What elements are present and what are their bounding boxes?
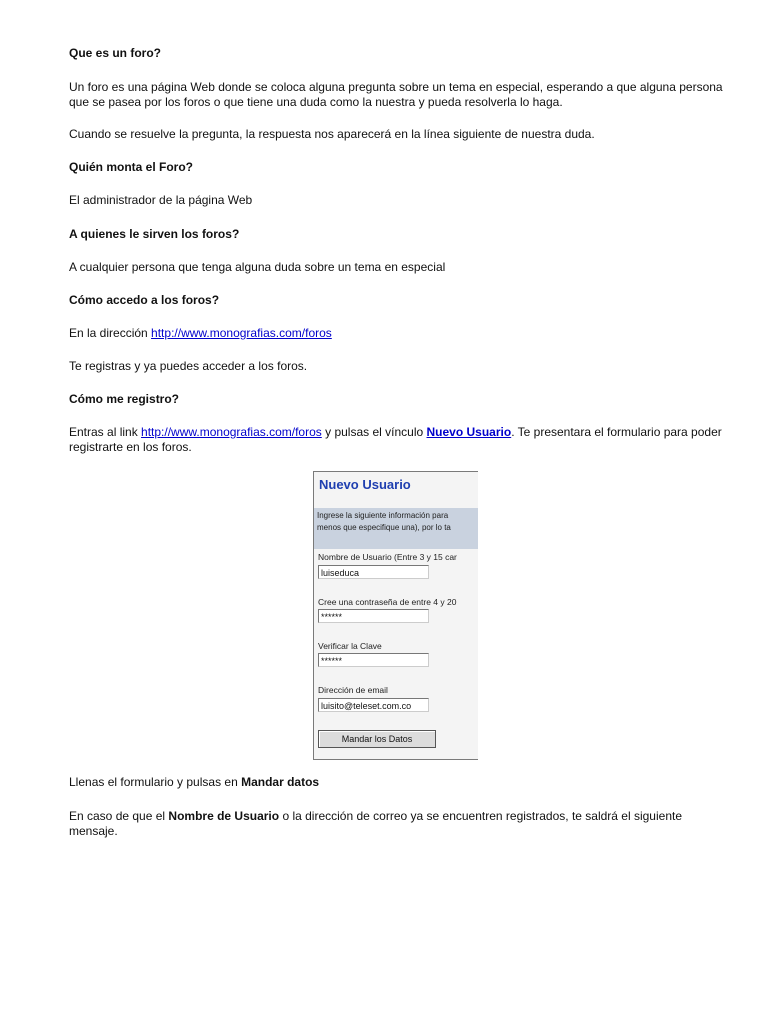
foros-link-2[interactable]: http://www.monografias.com/foros <box>141 425 322 439</box>
paragraph-direccion <box>69 326 332 341</box>
heading-que-es-un-foro: Que es un foro? <box>69 46 162 60</box>
username-input[interactable]: luiseduca <box>318 565 429 579</box>
paragraph-en-caso <box>69 809 729 839</box>
foros-link[interactable]: http://www.monografias.com/foros <box>151 326 332 340</box>
password-label: Cree una contraseña de entre 4 y 20 <box>318 597 457 607</box>
heading-quien-monta: Quién monta el Foro? <box>69 160 194 174</box>
submit-button[interactable]: Mandar los Datos <box>318 730 436 748</box>
en-caso-text: En caso de que el <box>69 809 169 823</box>
heading-como-me-registro: Cómo me registro? <box>69 392 180 406</box>
verify-label: Verificar la Clave <box>318 641 382 651</box>
paragraph-respuesta: Cuando se resuelve la pregunta, la respuesta nos aparecerá en la línea siguiente de nuestra duda. <box>69 127 595 141</box>
paragraph-definicion: Un foro es una página Web donde se coloca alguna pregunta sobre un tema en especial, esperando a que alguna persona que se pasea por los foros o que tiene una duda como la nuestra y pueda resolverla lo haga. <box>69 80 723 109</box>
direccion-text: En la dirección <box>69 326 152 340</box>
mandar-datos-bold: Mandar datos <box>241 775 320 789</box>
intro-line-1: Ingrese la siguiente información para <box>317 511 449 520</box>
email-input[interactable]: luisito@teleset.com.co <box>318 698 429 712</box>
nombre-usuario-bold: Nombre de Usuario <box>168 809 280 823</box>
registrados-text: o la dirección de correo ya se encuentren registrados, te saldrá el siguiente mensaje. <box>69 809 683 838</box>
heading-a-quienes: A quienes le sirven los foros? <box>69 227 240 241</box>
email-label: Dirección de email <box>318 685 388 695</box>
paragraph-te-registras: Te registras y ya puedes acceder a los foros. <box>69 359 308 373</box>
paragraph-cualquier-persona: A cualquier persona que tenga alguna duda sobre un tema en especial <box>69 260 446 274</box>
paragraph-entras-link <box>69 425 729 455</box>
nuevo-usuario-link[interactable]: Nuevo Usuario <box>426 425 512 439</box>
verify-input[interactable]: ****** <box>318 653 429 667</box>
vinculo-text: y pulsas el vínculo <box>321 425 427 439</box>
registration-form-screenshot <box>313 471 478 760</box>
llenas-text: Llenas el formulario y pulsas en <box>69 775 242 789</box>
paragraph-llenas-formulario <box>69 775 319 790</box>
heading-como-accedo: Cómo accedo a los foros? <box>69 293 220 307</box>
username-label: Nombre de Usuario (Entre 3 y 15 car <box>318 552 457 562</box>
formulario-text: . Te presentara el formulario para poder registrarte en los foros. <box>69 425 722 454</box>
form-title: Nuevo Usuario <box>319 477 411 492</box>
form-intro <box>314 508 478 549</box>
intro-line-2: menos que especifique una), por lo ta <box>317 523 451 532</box>
password-input[interactable]: ****** <box>318 609 429 623</box>
paragraph-administrador: El administrador de la página Web <box>69 193 253 207</box>
entras-text: Entras al link <box>69 425 142 439</box>
